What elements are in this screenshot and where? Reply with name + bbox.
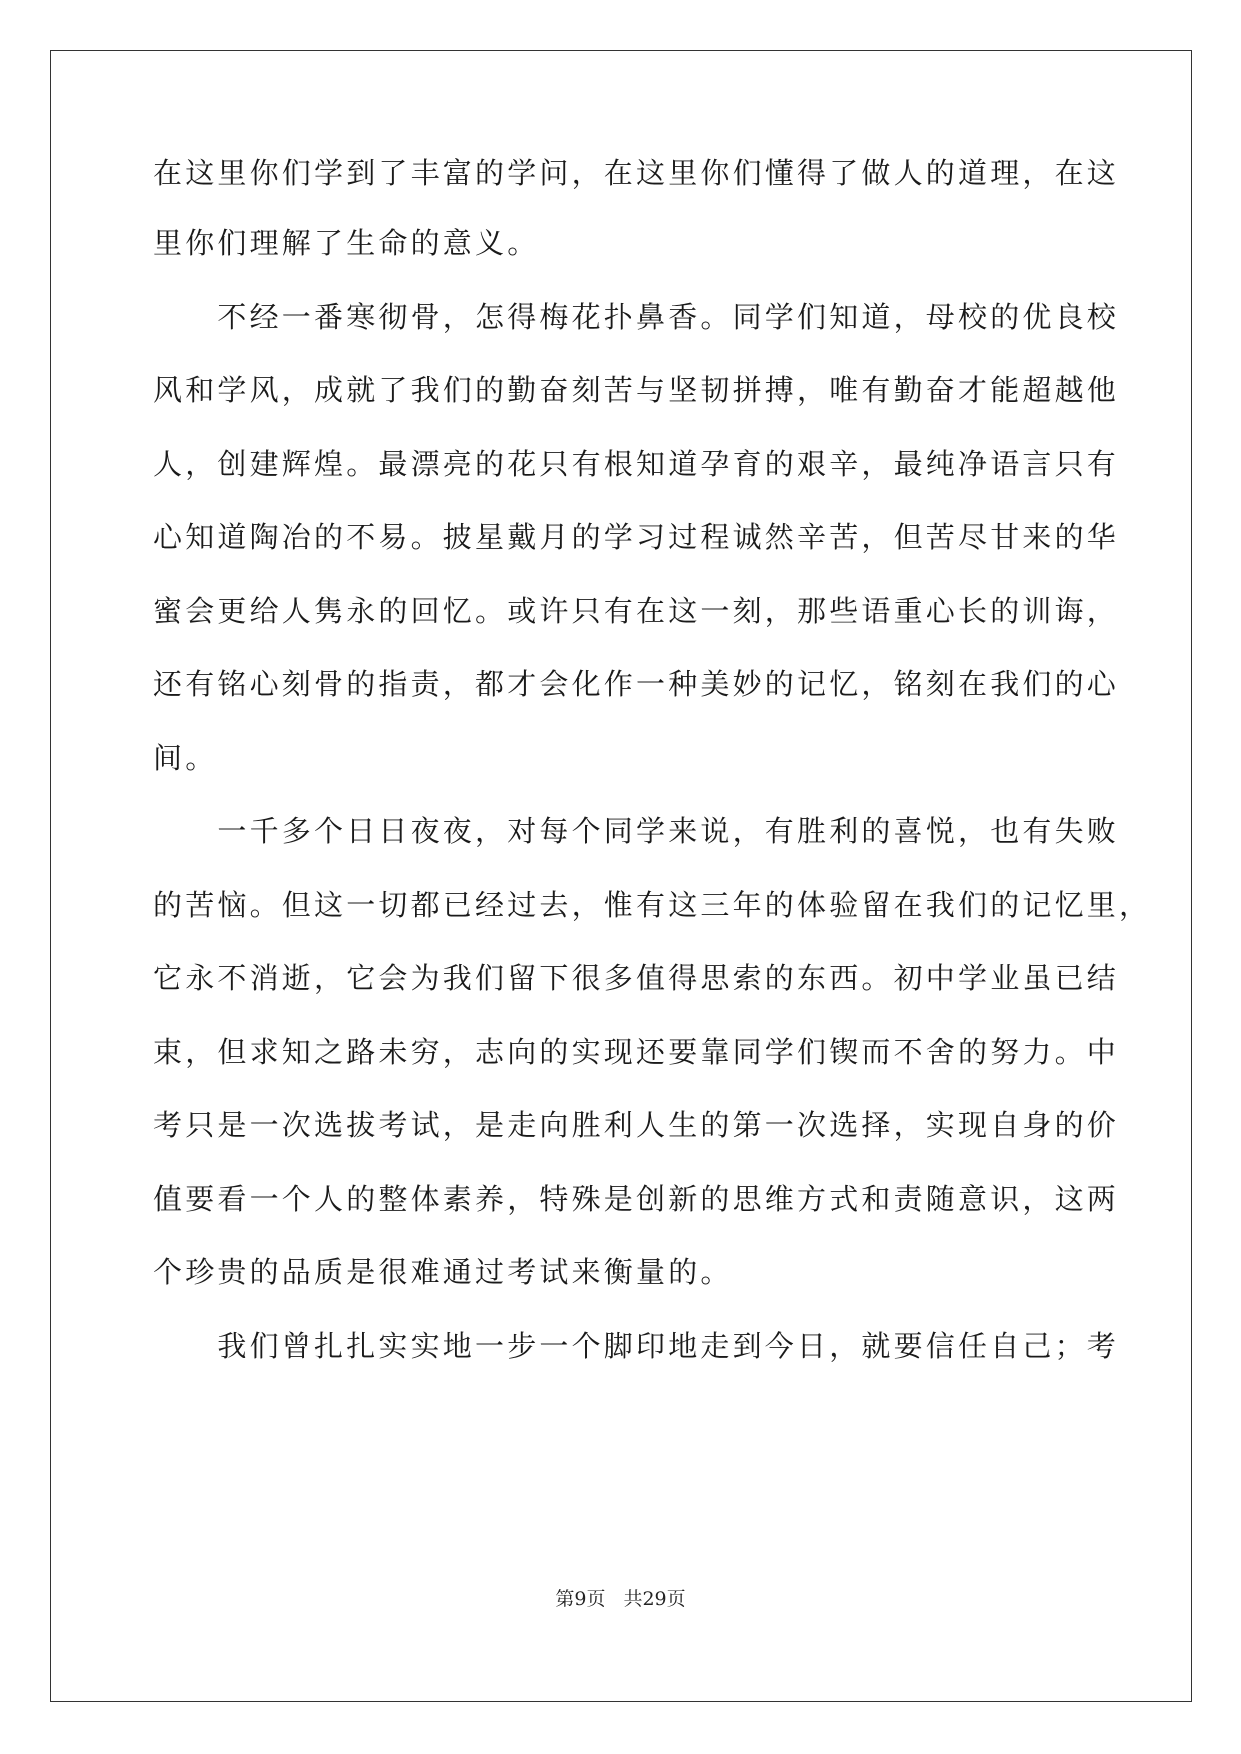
page-footer bbox=[0, 1586, 1241, 1612]
text-line: 在这里你们学到了丰富的学问，在这里你们懂得了做人的道理，在这 bbox=[153, 156, 1120, 190]
text-line: 一千多个日日夜夜，对每个同学来说，有胜利的喜悦，也有失败 bbox=[153, 814, 1120, 848]
text-line: 不经一番寒彻骨，怎得梅花扑鼻香。同学们知道，母校的优良校 bbox=[153, 300, 1120, 334]
current-page-number: 第9页 bbox=[555, 1588, 606, 1610]
text-line: 的苦恼。但这一切都已经过去，惟有这三年的体验留在我们的记忆里， bbox=[153, 888, 1152, 922]
text-line: 我们曾扎扎实实地一步一个脚印地走到今日，就要信任自己；考 bbox=[153, 1329, 1120, 1363]
text-line: 还有铭心刻骨的指责，都才会化作一种美妙的记忆，铭刻在我们的心 bbox=[153, 667, 1120, 701]
text-line: 风和学风，成就了我们的勤奋刻苦与坚韧拼搏，唯有勤奋才能超越他 bbox=[153, 373, 1120, 407]
text-line: 间。 bbox=[153, 741, 218, 775]
text-line: 心知道陶冶的不易。披星戴月的学习过程诚然辛苦，但苦尽甘来的华 bbox=[153, 520, 1120, 554]
text-line: 蜜会更给人隽永的回忆。或许只有在这一刻，那些语重心长的训诲， bbox=[153, 594, 1120, 628]
text-line: 里你们理解了生命的意义。 bbox=[153, 226, 540, 260]
text-line: 个珍贵的品质是很难通过考试来衡量的。 bbox=[153, 1255, 733, 1289]
text-line: 值要看一个人的整体素养，特殊是创新的思维方式和责随意识，这两 bbox=[153, 1182, 1120, 1216]
text-line: 它永不消逝，它会为我们留下很多值得思索的东西。初中学业虽已结 bbox=[153, 961, 1120, 995]
text-line: 人，创建辉煌。最漂亮的花只有根知道孕育的艰辛，最纯净语言只有 bbox=[153, 447, 1120, 481]
text-line: 考只是一次选拔考试，是走向胜利人生的第一次选择，实现自身的价 bbox=[153, 1108, 1120, 1142]
total-page-count: 共29页 bbox=[623, 1588, 686, 1610]
text-line: 束，但求知之路未穷，志向的实现还要靠同学们锲而不舍的努力。中 bbox=[153, 1035, 1120, 1069]
